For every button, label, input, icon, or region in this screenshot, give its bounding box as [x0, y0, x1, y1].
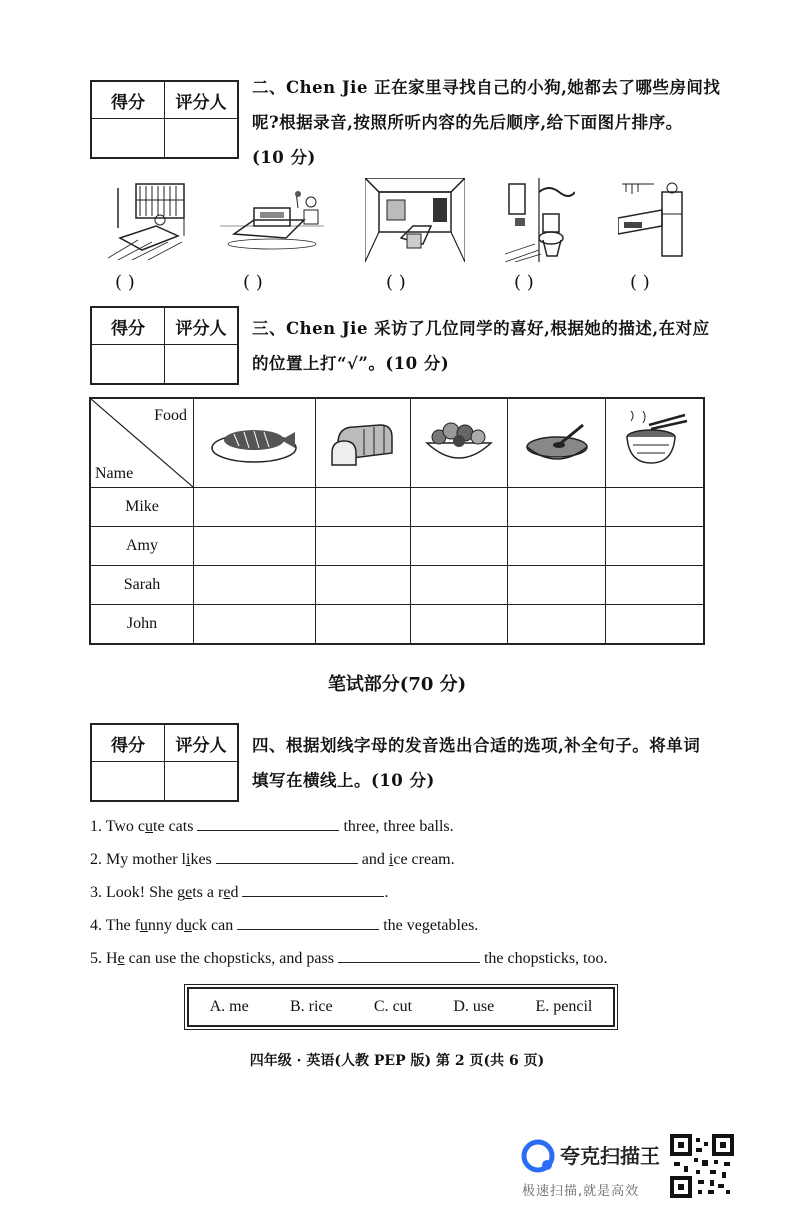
- check-cell[interactable]: [315, 488, 410, 527]
- check-cell[interactable]: [508, 527, 606, 566]
- check-cell[interactable]: [410, 566, 508, 605]
- sentence-3: 3. Look! She gets a red .: [90, 884, 389, 901]
- grader-cell[interactable]: [165, 762, 239, 802]
- fish-dish-icon: [209, 416, 299, 466]
- score-cell[interactable]: [91, 762, 165, 802]
- salad-bowl-icon: [423, 413, 495, 469]
- score-label: 得分: [91, 724, 165, 762]
- option-d: D. use: [453, 998, 495, 1015]
- check-cell[interactable]: [194, 566, 316, 605]
- answer-blank-3[interactable]: [242, 882, 384, 897]
- food-header: Food: [154, 407, 187, 424]
- bathroom-picture: [505, 178, 575, 262]
- check-cell[interactable]: [410, 488, 508, 527]
- answer-blank-1[interactable]: [197, 816, 339, 831]
- page-footer: 四年级 · 英语(人教 PEP 版) 第 2 页(共 6 页): [249, 1053, 545, 1069]
- answer-blank-4[interactable]: [237, 915, 379, 930]
- food-salad-header: [410, 398, 508, 488]
- check-cell[interactable]: [410, 605, 508, 645]
- food-noodles-header: [606, 398, 704, 488]
- check-cell[interactable]: [194, 605, 316, 645]
- section-3-instructions: 三、Chen Jie 采访了几位同学的喜好,根据她的描述,在对应 的位置上打“√”。(10 分): [252, 319, 710, 373]
- written-part-title: 笔试部分(70 分): [327, 674, 467, 695]
- option-a: A. me: [209, 998, 249, 1015]
- score-box-section-3: [90, 306, 239, 385]
- score-cell[interactable]: [91, 345, 165, 385]
- score-label: 得分: [91, 81, 165, 119]
- sentence-5: 5. He can use the chopsticks, and pass the chopsticks, too.: [90, 950, 608, 967]
- score-cell[interactable]: [91, 119, 165, 159]
- check-cell[interactable]: [410, 527, 508, 566]
- check-cell[interactable]: [508, 488, 606, 527]
- brand-name: 夸克扫描王: [560, 1144, 660, 1168]
- section-2-instructions: 二、Chen Jie 正在家里寻找自己的小狗,她都去了哪些房间找 呢?根据录音,按照所听内容的先后顺序,给下面图片排序。 (10 分): [252, 78, 721, 167]
- order-blank-1[interactable]: ( ): [115, 272, 135, 293]
- check-cell[interactable]: [606, 488, 704, 527]
- quark-logo-icon: [520, 1138, 556, 1174]
- name-header: Name: [95, 465, 134, 482]
- food-fish-header: [194, 398, 316, 488]
- sentence-4: 4. The funny duck can the vegetables.: [90, 917, 479, 934]
- qr-code-icon: [670, 1134, 734, 1198]
- order-blank-5[interactable]: ( ): [630, 272, 650, 293]
- grader-label: 评分人: [165, 724, 239, 762]
- check-cell[interactable]: [315, 527, 410, 566]
- check-cell[interactable]: [606, 605, 704, 645]
- check-cell[interactable]: [606, 566, 704, 605]
- study-room-picture: [108, 180, 190, 260]
- order-blank-2[interactable]: ( ): [243, 272, 263, 293]
- option-b: B. rice: [289, 998, 333, 1015]
- answer-blank-2[interactable]: [216, 849, 358, 864]
- word-options-box: [187, 987, 615, 1027]
- check-cell[interactable]: [315, 605, 410, 645]
- check-cell[interactable]: [315, 566, 410, 605]
- check-cell[interactable]: [194, 488, 316, 527]
- food-preference-table: [89, 397, 705, 645]
- living-room-picture: [365, 178, 465, 262]
- food-bread-header: [315, 398, 410, 488]
- option-e: E. pencil: [535, 998, 593, 1015]
- name-sarah: Sarah: [90, 566, 194, 605]
- check-cell[interactable]: [606, 527, 704, 566]
- check-cell[interactable]: [194, 527, 316, 566]
- option-c: C. cut: [373, 998, 413, 1015]
- bedroom-picture: [220, 186, 324, 252]
- score-box-section-4: [90, 723, 239, 802]
- noodle-bowl-icon: [619, 411, 691, 471]
- order-blank-3[interactable]: ( ): [386, 272, 406, 293]
- soup-bowl-icon: [521, 413, 593, 469]
- kitchen-picture: [618, 178, 690, 262]
- score-box-section-2: [90, 80, 239, 159]
- grader-cell[interactable]: [165, 119, 239, 159]
- corner-cell: [90, 398, 194, 488]
- name-amy: Amy: [90, 527, 194, 566]
- food-soup-header: [508, 398, 606, 488]
- sentence-2: 2. My mother likes and ice cream.: [90, 851, 455, 868]
- brand-slogan: 极速扫描,就是高效: [522, 1184, 640, 1199]
- grader-label: 评分人: [165, 81, 239, 119]
- bread-icon: [328, 413, 398, 469]
- name-mike: Mike: [90, 488, 194, 527]
- order-blank-4[interactable]: ( ): [514, 272, 534, 293]
- sentence-1: 1. Two cute cats three, three balls.: [90, 818, 454, 835]
- grader-cell[interactable]: [165, 345, 239, 385]
- section-4-instructions: 四、根据划线字母的发音选出合适的选项,补全句子。将单词 填写在横线上。(10 分): [252, 736, 701, 790]
- grader-label: 评分人: [165, 307, 239, 345]
- check-cell[interactable]: [508, 566, 606, 605]
- name-john: John: [90, 605, 194, 645]
- check-cell[interactable]: [508, 605, 606, 645]
- answer-blank-5[interactable]: [338, 948, 480, 963]
- score-label: 得分: [91, 307, 165, 345]
